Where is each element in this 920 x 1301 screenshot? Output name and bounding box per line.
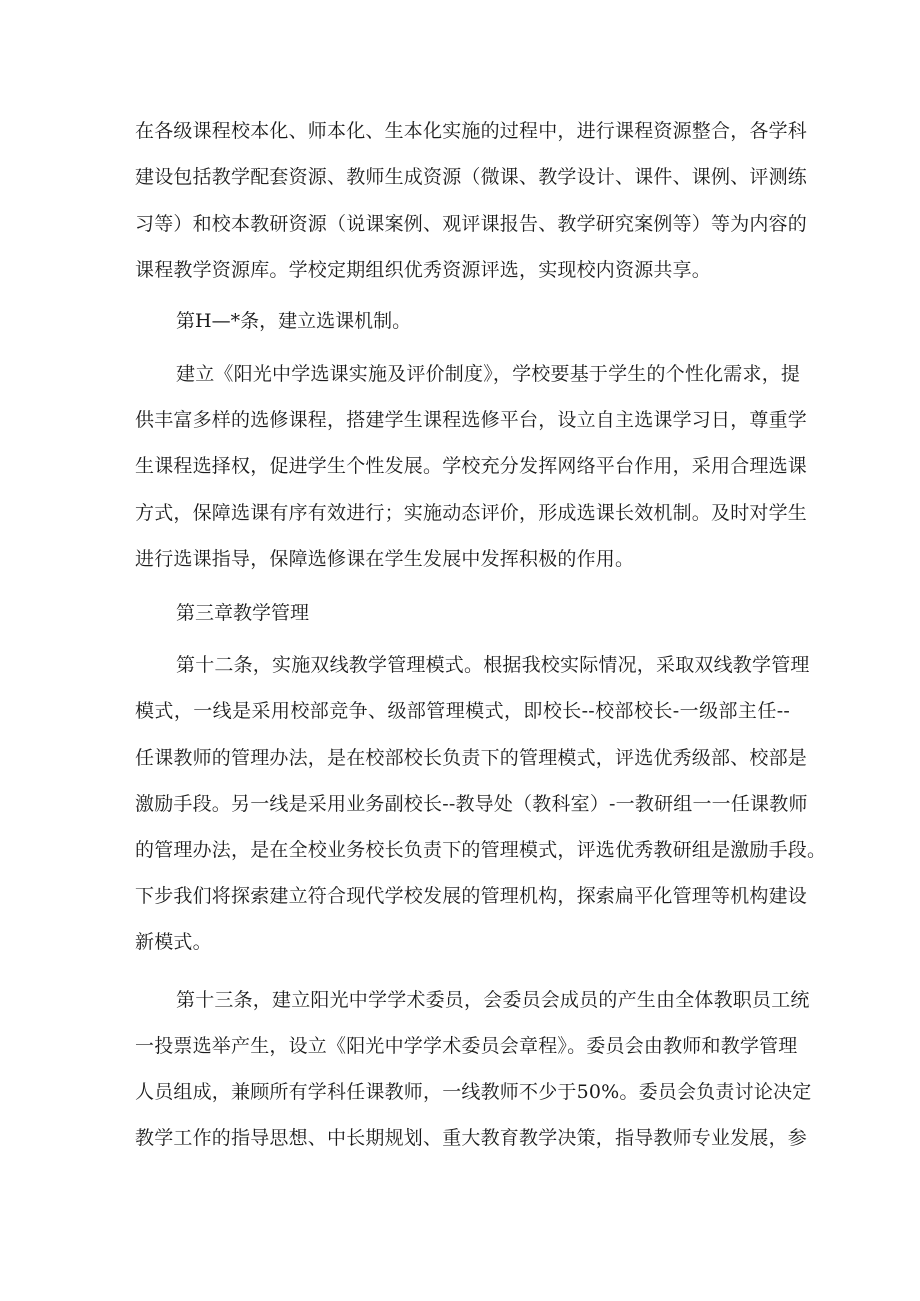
paragraph-3-line-4: 方式，保障选课有序有效进行；实施动态评价，形成选课长效机制。及时对学生 [135, 502, 808, 524]
paragraph-5-line-6: 下步我们将探索建立符合现代学校发展的管理机构，探索扁平化管理等机构建设 [135, 885, 808, 907]
paragraph-1-line-4: 课程教学资源库。学校定期组织优秀资源评选，实现校内资源共享。 [135, 259, 712, 281]
paragraph-5-line-1: 第十二条，实施双线教学管理模式。根据我校实际情况，采取双线教学管理 [176, 654, 810, 676]
paragraph-6-line-2: 一投票选举产生，设立《阳光中学学术委员会章程》。委员会由教师和教学管理 [135, 1035, 798, 1057]
paragraph-5-line-4: 激励手段。另一线是采用业务副校长--教导处（教科室）-一教研组一一任课教师 [135, 793, 808, 815]
paragraph-3-line-1: 建立《阳光中学选课实施及评价制度》，学校要基于学生的个性化需求，提 [176, 363, 801, 385]
paragraph-3-line-5: 进行选课指导，保障选修课在学生发展中发挥积极的作用。 [135, 548, 635, 570]
paragraph-1-line-3: 习等）和校本教研资源（说课案例、观评课报告、教学研究案例等）等为内容的 [135, 213, 808, 235]
paragraph-5-line-5: 的管理办法，是在全校业务校长负责下的管理模式，评选优秀教研组是激励手段。 [135, 839, 827, 861]
paragraph-1-line-2: 建设包括教学配套资源、教师生成资源（微课、教学设计、课件、课例、评测练 [135, 166, 808, 188]
chapter-3-title: 第三章教学管理 [176, 602, 310, 624]
paragraph-6-line-4: 教学工作的指导思想、中长期规划、重大教育教学决策，指导教师专业发展，参 [135, 1127, 808, 1149]
paragraph-3-line-2: 供丰富多样的选修课程，搭建学生课程选修平台，设立自主选课学习日，尊重学 [135, 409, 808, 431]
paragraph-5-line-7: 新模式。 [135, 931, 212, 953]
paragraph-1-line-1: 在各级课程校本化、师本化、生本化实施的过程中，进行课程资源整合，各学科 [135, 120, 808, 142]
article-11-title: 第H—*条，建立选课机制。 [176, 310, 412, 332]
paragraph-5-line-2: 模式，一线是采用校部竞争、级部管理模式，即校长--校部校长-一级部主任-- [135, 700, 790, 722]
paragraph-3-line-3: 生课程选择权，促进学生个性发展。学校充分发挥网络平台作用，采用合理选课 [135, 455, 808, 477]
paragraph-6-line-1: 第十三条，建立阳光中学学术委员，会委员会成员的产生由全体教职员工统 [176, 989, 810, 1011]
paragraph-6-line-3: 人员组成，兼顾所有学科任课教师，一线教师不少于50%。委员会负责讨论决定 [135, 1081, 812, 1103]
paragraph-5-line-3: 任课教师的管理办法，是在校部校长负责下的管理模式，评选优秀级部、校部是 [135, 747, 808, 769]
